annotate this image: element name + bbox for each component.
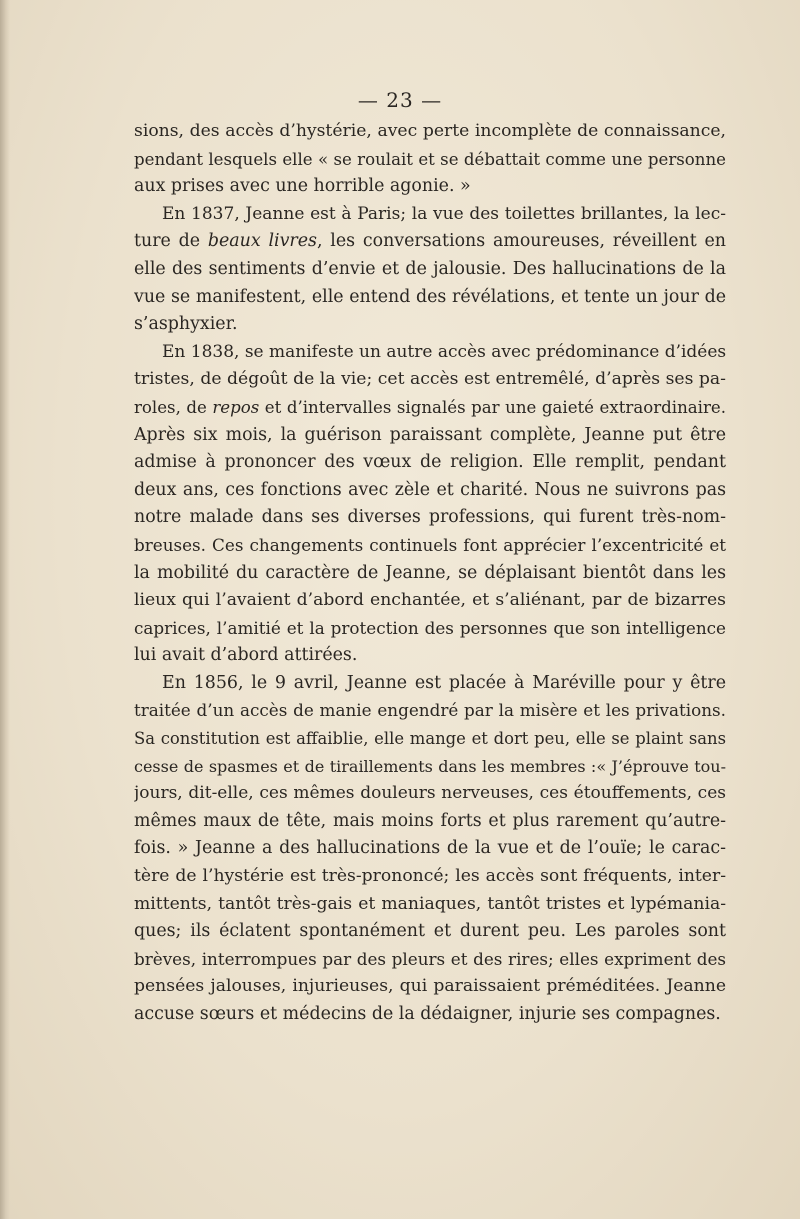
text-line: caprices, l’amitié et la protection des personnes que son intelligence [134, 617, 726, 638]
text-line: s’asphyxier. [134, 314, 238, 335]
text-line: notre malade dans ses diverses professions, qui furent très-nom- [134, 507, 726, 528]
text-line: tristes, de dégoût de la vie; cet accès est entremêlé, d’après ses pa- [134, 369, 726, 390]
text-line: lieux qui l’avaient d’abord enchantée, et s’aliénant, par de bizarres [134, 590, 726, 611]
text-segment: et d’intervalles signalés par une gaieté extraordinaire. [259, 397, 726, 417]
text-line: jours, dit-elle, ces mêmes douleurs nerveuses, ces étouffements, ces [134, 783, 726, 804]
body-text [134, 118, 726, 1029]
text-line: mêmes maux de tête, mais moins forts et plus rarement qu’autre- [134, 810, 726, 831]
text-line: vue se manifestent, elle entend des révélations, et tente un jour de [134, 286, 726, 307]
text-line: elle des sentiments d’envie et de jalousie. Des hallucinations de la [134, 258, 726, 279]
text-line: fois. » Jeanne a des hallucinations de la vue et de l’ouïe; le carac- [134, 838, 726, 859]
text-line: admise à prononcer des vœux de religion. Elle remplit, pendant [134, 452, 726, 473]
text-line: breuses. Ces changements continuels font apprécier l’excentricité et [134, 534, 726, 555]
italic-text: repos [212, 397, 260, 417]
text-line: Sa constitution est affaiblie, elle mange et dort peu, elle se plaint sans [134, 729, 726, 749]
text-line: tère de l’hystérie est très-prononcé; les accès sont fréquents, inter- [134, 866, 726, 887]
text-line: traitée d’un accès de manie engendré par la misère et les privations. [134, 700, 726, 721]
text-line: sions, des accès d’hystérie, avec perte incomplète de connaissance, [134, 121, 726, 141]
page-number: — 23 — [357, 88, 443, 112]
text-line: deux ans, ces fonctions avec zèle et charité. Nous ne suivrons pas [134, 479, 726, 500]
text-segment: roles, de [134, 397, 213, 417]
text-line: lui avait d’abord attirées. [134, 645, 358, 666]
text-segment: , les conversations amoureuses, réveillent en [316, 231, 726, 252]
text-line: la mobilité du caractère de Jeanne, se déplaisant bientôt dans les [134, 562, 726, 583]
text-line: mittents, tantôt très-gais et maniaques, tantôt tristes et lypémania- [134, 893, 726, 914]
italic-text: beaux livres [207, 231, 317, 252]
text-segment: ture de [134, 231, 208, 252]
page-gutter-edge [0, 0, 10, 1219]
text-line: En 1838, se manifeste un autre accès avec prédominance d’idées [162, 341, 726, 362]
text-line: aux prises avec une horrible agonie. » [134, 176, 471, 197]
text-line: pendant lesquels elle « se roulait et se débattait comme une personne [134, 149, 726, 169]
text-line [134, 228, 726, 256]
text-line: accuse sœurs et médecins de la dédaigner, injurie ses compagnes. [134, 1004, 721, 1024]
text-line [134, 394, 726, 422]
text-line: cesse de spasmes et de tiraillements dans les membres :« J’éprouve tou- [134, 756, 726, 776]
text-line: Après six mois, la guérison paraissant complète, Jeanne put être [134, 424, 726, 445]
text-line: brèves, interrompues par des pleurs et des rires; elles expriment des [134, 948, 726, 969]
text-line: En 1856, le 9 avril, Jeanne est placée à Maréville pour y être [162, 672, 726, 693]
text-line: ques; ils éclatent spontanément et durent peu. Les paroles sont [134, 921, 726, 942]
text-line: pensées jalouses, injurieuses, qui paraissaient préméditées. Jeanne [134, 976, 726, 997]
text-line: En 1837, Jeanne est à Paris; la vue des toilettes brillantes, la lec- [162, 203, 726, 224]
